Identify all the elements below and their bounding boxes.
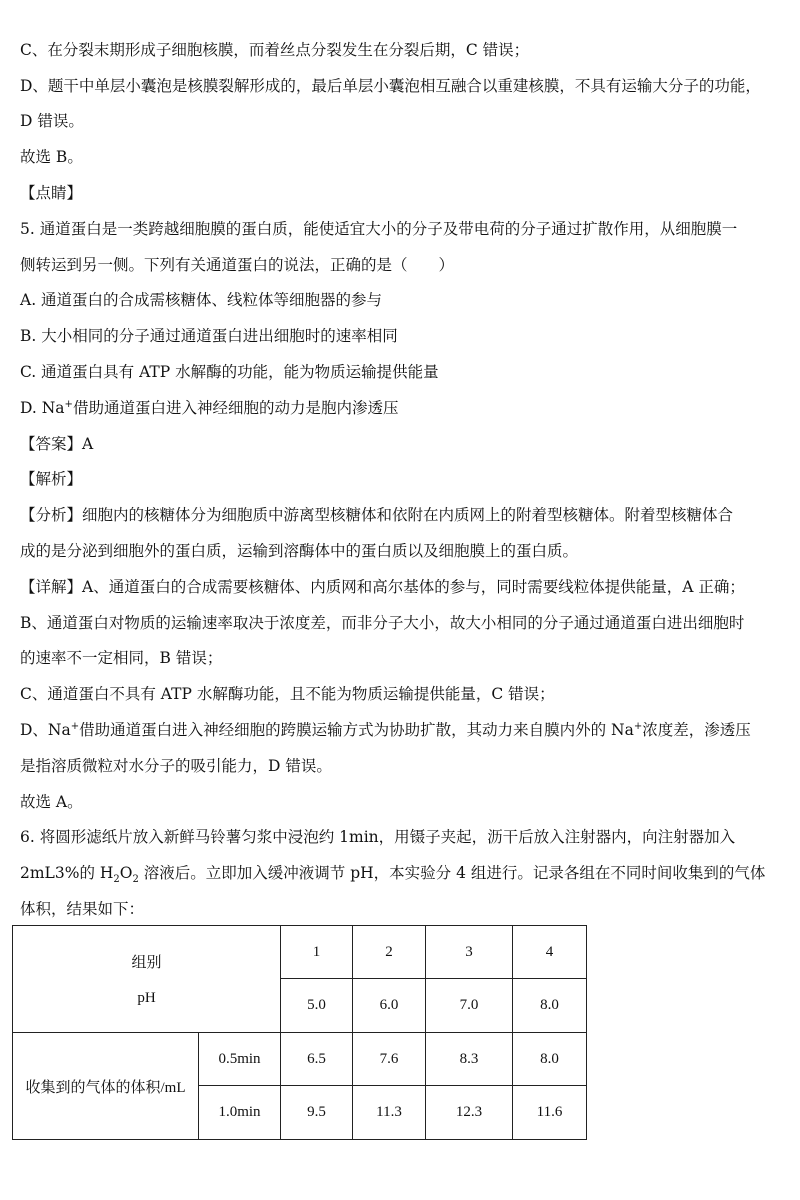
text-line: D 错误。 [20,112,84,130]
subscript-2: 2 [132,874,139,886]
question-6-stem [20,863,766,886]
text-line: 故选 A。 [20,793,83,811]
text-line: C、在分裂末期形成子细胞核膜，而着丝点分裂发生在分裂后期，C 错误； [20,41,530,59]
question-5-stem: 侧转运到另一侧。下列有关通道蛋白的说法，正确的是（ ） [20,256,455,274]
value-cell: 11.6 [513,1086,587,1140]
analysis-text: 【分析】细胞内的核糖体分为细胞质中游离型核糖体和依附在内质网上的附着型核糖体。附着型核糖体合 [20,506,734,524]
group-label: 组别 [131,955,162,971]
value-cell: 9.5 [281,1086,353,1140]
option-d-post: 借助通道蛋白进入神经细胞的动力是胞内渗透压 [72,399,399,417]
detail-text-d [20,720,751,740]
q6-c: 溶液后。立即加入缓冲液调节 pH，本实验分 4 组进行。记录各组在不同时间收集到的气体 [138,864,766,882]
text-line: D、题干中单层小囊泡是核膜裂解形成的，最后单层小囊泡相互融合以重建核膜，不具有运输大分子的功能， [20,77,761,95]
detail-text: 【详解】A、通道蛋白的合成需要核糖体、内质网和高尔基体的参与，同时需要线粒体提供能量，A 正确； [20,578,745,596]
detail-text: 的速率不一定相同，B 错误； [20,649,223,667]
subscript-2: 2 [113,874,120,886]
detail-text: B、通道蛋白对物质的运输速率取决于浓度差，而非分子大小，故大小相同的分子通过通道蛋白进出细胞时 [20,614,745,632]
superscript-plus: + [64,398,73,410]
value-cell: 8.0 [513,1033,587,1086]
header-cell [13,926,281,1033]
ph-cell: 8.0 [513,979,587,1033]
analysis-text: 成的是分泌到细胞外的蛋白质，运输到溶酶体中的蛋白质以及细胞膜上的蛋白质。 [20,542,579,560]
section-heading: 【解析】 [20,470,83,488]
ph-cell: 7.0 [426,979,513,1033]
group-cell: 1 [281,926,353,979]
section-heading: 【点睛】 [20,184,83,202]
question-5-stem: 5. 通道蛋白是一类跨越细胞膜的蛋白质，能使适宜大小的分子及带电荷的分子通过扩散作用，从细胞膜一 [20,220,738,238]
option-a: A. 通道蛋白的合成需核糖体、线粒体等细胞器的参与 [20,291,383,309]
value-cell: 7.6 [353,1033,426,1086]
detail-text: 是指溶质微粒对水分子的吸引能力，D 错误。 [20,757,332,775]
time-cell: 0.5min [199,1033,281,1086]
text-line: 故选 B。 [20,148,83,166]
group-cell: 3 [426,926,513,979]
value-cell: 11.3 [353,1086,426,1140]
group-cell: 2 [353,926,426,979]
question-6-stem: 体积，结果如下： [20,900,145,918]
q6-b: O [119,864,133,882]
question-6-stem: 6. 将圆形滤纸片放入新鲜马铃薯匀浆中浸泡约 1min，用镊子夹起，沥干后放入注射器内，向注射器加入 [20,828,736,846]
detail-text: C、通道蛋白不具有 ATP 水解酶功能，且不能为物质运输提供能量，C 错误； [20,685,555,703]
superscript-plus: + [633,720,643,732]
ph-cell: 6.0 [353,979,426,1033]
ph-label: pH [137,990,156,1006]
experiment-table [12,925,587,1140]
group-cell: 4 [513,926,587,979]
volume-label-cell: 收集到的气体的体积/mL [13,1033,199,1140]
ph-cell: 5.0 [281,979,353,1033]
q6-a: 2mL3%的 H [20,864,114,882]
detail-d-a: D、Na [20,721,71,739]
value-cell: 8.3 [426,1033,513,1086]
time-cell: 1.0min [199,1086,281,1140]
option-d-pre: D. Na [20,399,65,417]
detail-d-b: 借助通道蛋白进入神经细胞的跨膜运输方式为协助扩散，其动力来自膜内外的 Na [79,721,634,739]
superscript-plus: + [70,720,80,732]
option-d [20,398,398,418]
answer-line: 【答案】A [20,435,94,453]
value-cell: 6.5 [281,1033,353,1086]
option-c: C. 通道蛋白具有 ATP 水解酶的功能，能为物质运输提供能量 [20,363,439,381]
option-b: B. 大小相同的分子通过通道蛋白进出细胞时的速率相同 [20,327,398,345]
detail-d-c: 浓度差，渗透压 [642,721,751,739]
value-cell: 12.3 [426,1086,513,1140]
